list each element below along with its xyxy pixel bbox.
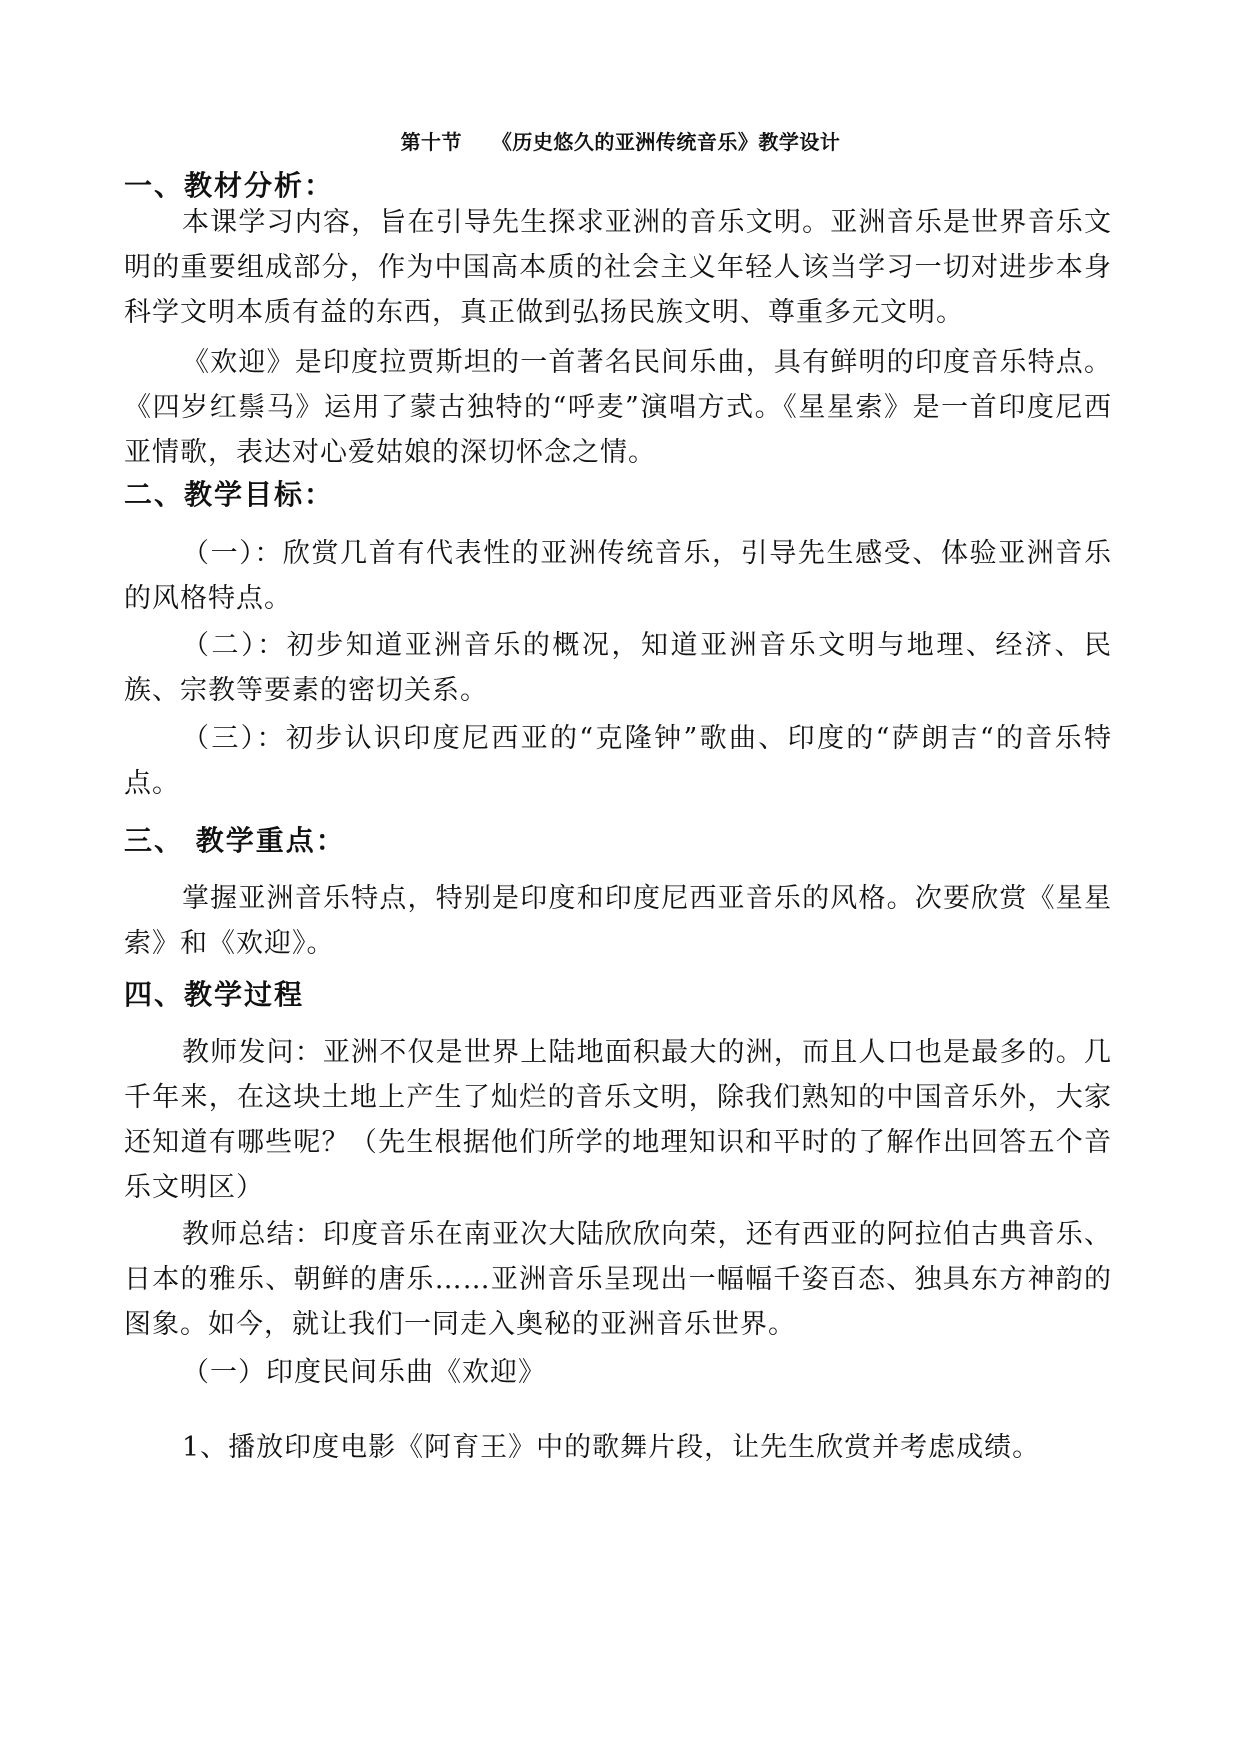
section-heading-teaching-process: 四、教学过程	[124, 978, 305, 1011]
paragraph-focus: 掌握亚洲音乐特点，特别是印度和印度尼西亚音乐的风格。次要欣赏《星星索》和《欢迎》。	[124, 883, 1112, 959]
paragraph-goal-1: （一）：欣赏几首有代表性的亚洲传统音乐，引导先生感受、体验亚洲音乐的风格特点。	[124, 538, 1112, 614]
subheading-indian-folk-music: （一）印度民间乐曲《欢迎》	[182, 1357, 546, 1388]
document-title: 第十节 《历史悠久的亚洲传统音乐》教学设计	[400, 130, 841, 154]
paragraph-course-content: 本课学习内容，旨在引导先生探求亚洲的音乐文明。亚洲音乐是世界音乐文明的重要组成部分，作为中国高本质的社会主义年轻人该当学习一切对进步本身科学文明本质有益的东西，真正做到弘扬民族文明、尊重多元文明。	[124, 207, 1112, 328]
section-heading-textbook-analysis: 一、教材分析：	[124, 169, 335, 202]
paragraph-goal-2: （二）：初步知道亚洲音乐的概况，知道亚洲音乐文明与地理、经济、民族、宗教等要素的密切关系。	[124, 630, 1112, 706]
paragraph-teacher-summary: 教师总结：印度音乐在南亚次大陆欣欣向荣，还有西亚的阿拉伯古典音乐、日本的雅乐、朝鲜的唐乐……亚洲音乐呈现出一幅幅千姿百态、独具东方神韵的图象。如今，就让我们一同走入奥秘的亚洲音乐世界。	[124, 1219, 1112, 1340]
section-heading-teaching-goals: 二、教学目标：	[124, 478, 335, 511]
paragraph-teacher-question: 教师发问：亚洲不仅是世界上陆地面积最大的洲，而且人口也是最多的。几千年来，在这块土地上产生了灿烂的音乐文明，除我们熟知的中国音乐外，大家还知道有哪些呢？（先生根据他们所学的地理知识和平时的了解作出回答五个音乐文明区）	[124, 1037, 1112, 1203]
step-1-play-film-clip: 1、播放印度电影《阿育王》中的歌舞片段，让先生欣赏并考虑成绩。	[182, 1432, 1041, 1463]
paragraph-repertoire-intro: 《欢迎》是印度拉贾斯坦的一首著名民间乐曲，具有鲜明的印度音乐特点。《四岁红鬃马》运用了蒙古独特的“呼麦”演唱方式。《星星索》是一首印度尼西亚情歌，表达对心爱姑娘的深切怀念之情。	[124, 347, 1112, 468]
section-heading-teaching-focus: 三、 教学重点：	[124, 824, 346, 857]
paragraph-goal-3: （三）：初步认识印度尼西亚的“克隆钟”歌曲、印度的“萨朗吉“的音乐特点。	[124, 723, 1112, 799]
